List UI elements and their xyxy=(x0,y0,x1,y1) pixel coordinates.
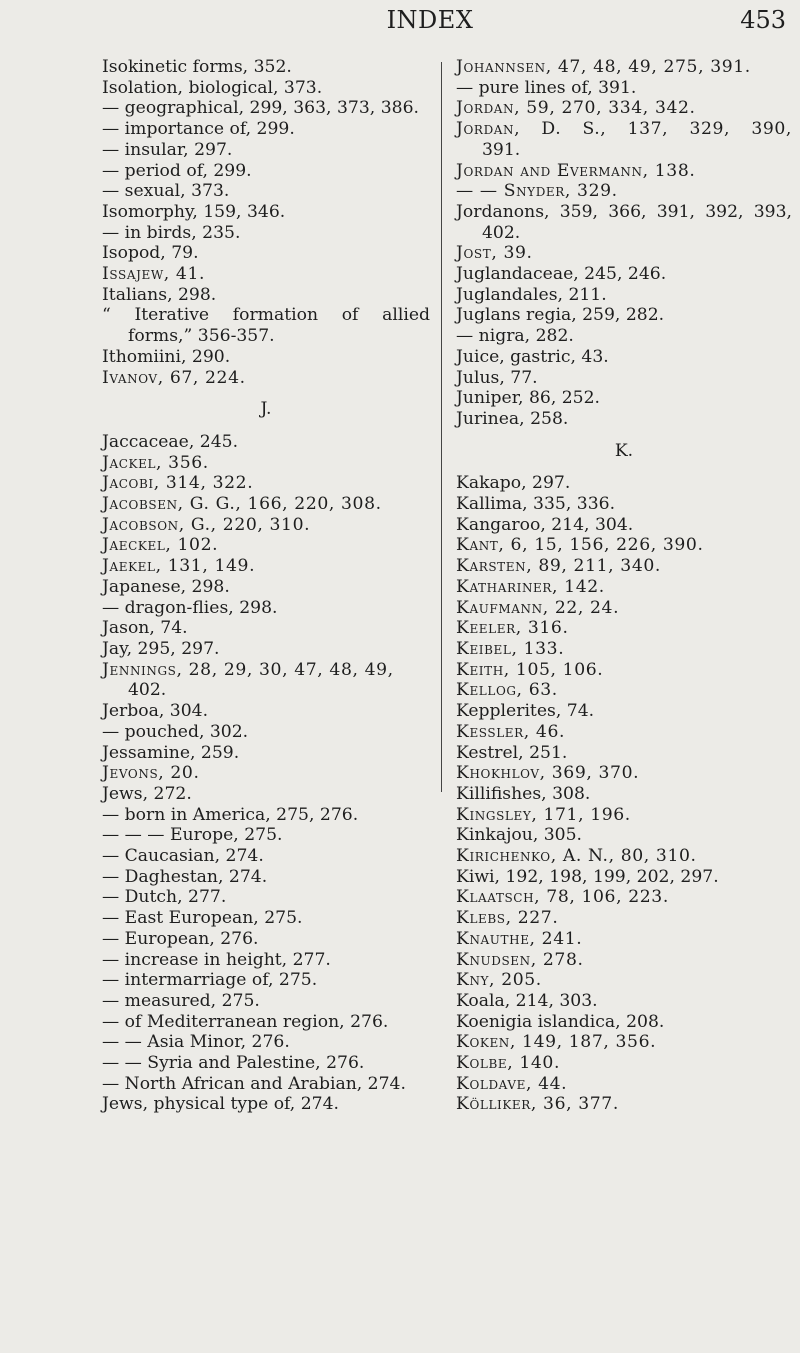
index-entry: Juice, gastric, 43. xyxy=(456,346,609,367)
index-entry: — sexual, 373. xyxy=(102,181,230,202)
index-entry: Jordan, 59, 270, 334, 342. xyxy=(456,98,696,119)
index-entry: Jevons, 20. xyxy=(102,763,200,784)
index-entry: Khokhlov, 369, 370. xyxy=(456,763,640,784)
index-entry: — dragon-flies, 298. xyxy=(102,597,278,618)
index-entry: Jackel, 356. xyxy=(102,452,209,473)
index-entry: — importance of, 299. xyxy=(102,119,295,140)
index-entry: Japanese, 298. xyxy=(102,576,230,597)
index-entry: — geographical, 299, 363, 373, 386. xyxy=(102,98,419,119)
index-entry: — nigra, 282. xyxy=(456,326,574,347)
index-entry: — North African and Arabian, 274. xyxy=(102,1073,406,1094)
index-entry: Knudsen, 278. xyxy=(456,949,584,970)
index-entry: Jerboa, 304. xyxy=(102,701,209,722)
index-entry: Jost, 39. xyxy=(456,243,533,264)
index-entry: Kellog, 63. xyxy=(456,680,558,701)
index-entry: Italians, 298. xyxy=(102,284,217,305)
index-entry: Klaatsch, 78, 106, 223. xyxy=(456,887,669,908)
index-entry: Kallima, 335, 336. xyxy=(456,494,616,515)
index-entry: — pure lines of, 391. xyxy=(456,77,637,98)
index-entry: Jacobson, G., 220, 310. xyxy=(102,514,311,535)
column-divider xyxy=(441,62,442,792)
index-entry: Jacobsen, G. G., 166, 220, 308. xyxy=(102,494,382,515)
index-entry: Klebs, 227. xyxy=(456,908,559,929)
index-entry: Koenigia islandica, 208. xyxy=(456,1011,665,1032)
index-entry: — period of, 299. xyxy=(102,160,252,181)
index-column-right xyxy=(456,57,792,1115)
index-entry: Isolation, biological, 373. xyxy=(102,77,323,98)
index-entry: — of Mediterranean region, 276. xyxy=(102,1011,389,1032)
index-entry xyxy=(456,202,792,223)
index-entry: Killifishes, 308. xyxy=(456,783,591,804)
index-entry-text: “ Iterative formation of allied xyxy=(102,305,430,326)
index-section-heading: J. xyxy=(260,399,272,420)
index-entry: Jews, 272. xyxy=(102,783,192,804)
index-entry-continuation: 402. xyxy=(482,222,521,243)
index-entry: Julus, 77. xyxy=(456,367,538,388)
index-entry: Kaufmann, 22, 24. xyxy=(456,597,620,618)
index-entry: Kathariner, 142. xyxy=(456,576,605,597)
index-column-left xyxy=(102,57,430,1115)
index-entry: Kakapo, 297. xyxy=(456,473,571,494)
index-entry: Kingsley, 171, 196. xyxy=(456,804,631,825)
index-entry-text: Jordan, D. S., 137, 329, 390, xyxy=(456,119,792,140)
index-entry: Kolbe, 140. xyxy=(456,1053,561,1074)
index-entry: Ivanov, 67, 224. xyxy=(102,367,246,388)
index-entry: — Daghestan, 274. xyxy=(102,866,268,887)
index-entry: — in birds, 235. xyxy=(102,222,241,243)
index-entry-continuation: 391. xyxy=(482,139,521,160)
index-entry xyxy=(102,305,430,326)
index-entry: Jaekel, 131, 149. xyxy=(102,556,256,577)
index-entry: Kölliker, 36, 377. xyxy=(456,1094,619,1115)
index-entry: Juniper, 86, 252. xyxy=(456,388,601,409)
index-entry: — — Snyder, 329. xyxy=(456,181,618,202)
index-entry: Kestrel, 251. xyxy=(456,742,568,763)
index-entry-text: Jordanons, 359, 366, 391, 392, 393, xyxy=(456,201,792,222)
index-entry: Kant, 6, 15, 156, 226, 390. xyxy=(456,535,704,556)
index-entry: — European, 276. xyxy=(102,928,259,949)
index-entry: — — — Europe, 275. xyxy=(102,825,283,846)
index-entry: Jessamine, 259. xyxy=(102,742,240,763)
index-entry: Kiwi, 192, 198, 199, 202, 297. xyxy=(456,866,719,887)
index-entry: Ithomiini, 290. xyxy=(102,346,231,367)
index-entry: Jurinea, 258. xyxy=(456,408,569,429)
index-entry: — East European, 275. xyxy=(102,908,303,929)
index-entry: Keibel, 133. xyxy=(456,638,565,659)
index-entry: Jacobi, 314, 322. xyxy=(102,473,254,494)
index-entry: Koken, 149, 187, 356. xyxy=(456,1032,657,1053)
index-entry: Koala, 214, 303. xyxy=(456,990,598,1011)
index-entry: Koldave, 44. xyxy=(456,1073,568,1094)
index-entry-continuation: 402. xyxy=(128,680,167,701)
index-entry: Keith, 105, 106. xyxy=(456,659,604,680)
index-entry: Issajew, 41. xyxy=(102,264,206,285)
index-entry: Jaeckel, 102. xyxy=(102,535,219,556)
index-entry: Keeler, 316. xyxy=(456,618,569,639)
index-entry: — Dutch, 277. xyxy=(102,887,227,908)
index-entry: Juglandales, 211. xyxy=(456,284,607,305)
index-entry: Isopod, 79. xyxy=(102,243,199,264)
index-entry: Jordan and Evermann, 138. xyxy=(456,160,696,181)
index-entry: Johannsen, 47, 48, 49, 275, 391. xyxy=(456,57,751,77)
index-entry: Kangaroo, 214, 304. xyxy=(456,514,634,535)
index-entry: — insular, 297. xyxy=(102,139,233,160)
index-entry: — pouched, 302. xyxy=(102,721,249,742)
index-entry: Kirichenko, A. N., 80, 310. xyxy=(456,846,697,867)
index-entry: Jay, 295, 297. xyxy=(102,638,220,659)
index-entry: — measured, 275. xyxy=(102,990,260,1011)
index-entry: — increase in height, 277. xyxy=(102,949,331,970)
page-title: INDEX xyxy=(386,6,474,34)
index-entry: — — Asia Minor, 276. xyxy=(102,1032,290,1053)
index-entry: Juglans regia, 259, 282. xyxy=(456,305,665,326)
index-section-heading: K. xyxy=(614,440,634,461)
page-number: 453 xyxy=(740,6,786,34)
page-header xyxy=(0,6,800,42)
index-entry: Kepplerites, 74. xyxy=(456,701,595,722)
index-entry: Kinkajou, 305. xyxy=(456,825,583,846)
index-entry: Isokinetic forms, 352. xyxy=(102,57,292,77)
index-entry-continuation: forms,” 356-357. xyxy=(128,326,275,347)
index-entry: Jews, physical type of, 274. xyxy=(102,1094,339,1115)
index-entry: Isomorphy, 159, 346. xyxy=(102,201,286,222)
index-entry: Juglandaceae, 245, 246. xyxy=(456,264,667,285)
index-entry: — intermarriage of, 275. xyxy=(102,970,318,991)
index-entry: Jaccaceae, 245. xyxy=(102,431,239,452)
index-entry: Knauthe, 241. xyxy=(456,928,583,949)
index-entry: Kessler, 46. xyxy=(456,721,566,742)
index-entry: Jason, 74. xyxy=(102,618,188,639)
index-entry: Jennings, 28, 29, 30, 47, 48, 49, xyxy=(102,659,394,680)
index-entry: Kny, 205. xyxy=(456,970,542,991)
index-entry xyxy=(456,119,792,140)
index-entry: Karsten, 89, 211, 340. xyxy=(456,556,661,577)
index-entry: — — Syria and Palestine, 276. xyxy=(102,1053,365,1074)
index-entry: — born in America, 275, 276. xyxy=(102,804,359,825)
index-entry: — Caucasian, 274. xyxy=(102,846,264,867)
